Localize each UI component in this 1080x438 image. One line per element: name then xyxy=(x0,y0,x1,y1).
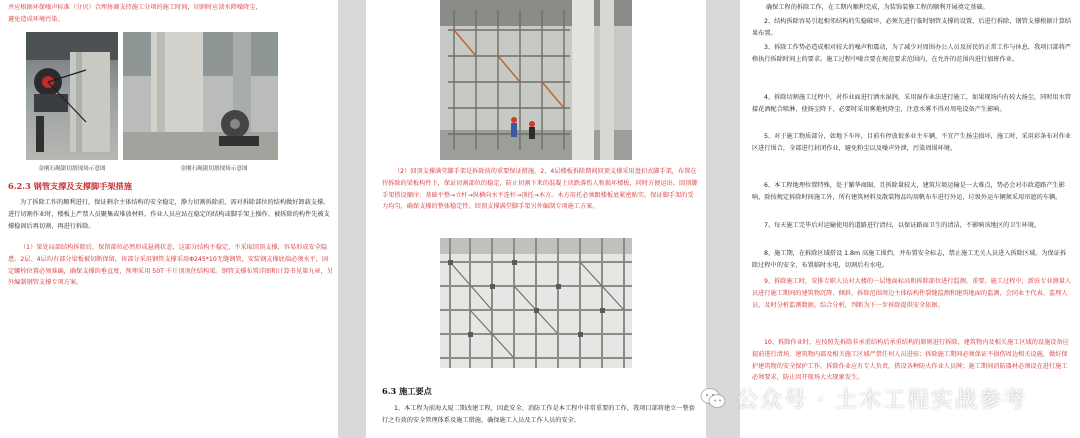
item-3: 3、拆除工作势必造成相对较大的噪声和震动，为了减少对周围办公人员及居民的正常工作与休息，我项目部将严格执行拆除时间上的要求。施工过程中噪音要在规范要求范围内，在允许的范围内进行加班作业。 xyxy=(752,44,1072,63)
scaffold-photo-bottom xyxy=(440,238,632,368)
item-7: 7、每天施工完毕后对运输使用的道路进行清扫，以保证路面卫生的清洁，不影响该地区的卫生环境。 xyxy=(764,222,1041,229)
photo-caption-right: 金刚石绳锯切割现场示意图 xyxy=(180,166,248,172)
section-heading-6-2-3: 6.2.3 钢管支撑及支撑脚手架措施 xyxy=(8,181,132,191)
paragraph-steel-pipe-support: （1）梁处局部结构拆除后，保留部位必然形成悬挑状态，这部分结构不稳定，不采取回顶支撑，容易形成安全隐患。2层、4层均有部分梁板被切断保留，该部分采用钢管支撑采用Φ245*10无缝钢管，安装钢支撑底端必须水平，固定螺栓位置必须准确，确保支撑的垂直度，预埋采用 50T 千斤顶顶住结构梁。钢管支撑布置详图和计算书见第九章，另外编制钢管支撑专项方案。 xyxy=(8,244,333,287)
paragraph-construction-point-1: 1、本工程为前海大厦二期改建工程，因此安全、消防工作是本工程中非常重要的工作，我项目部将建立一整套行之有效的安全管理体系及施工措施，确保施工人员及工作人员的安全。 xyxy=(382,405,695,424)
section-heading-6-3: 6.3 施工要点 xyxy=(382,386,432,396)
watermark-text: 公众号 · 土木工程实战参考 xyxy=(736,387,1027,413)
page-2 xyxy=(366,0,706,438)
lead-line: 确保工程的拆除工作，在工期内顺利完成，为装饰装修工程的顺利开展奠定基础。 xyxy=(766,4,989,11)
lead-line-2: 避免造成环境污染。 xyxy=(8,16,64,23)
item-5: 5、对于施工物质部分，如地下车库，目前有停放很多业主车辆，不宜产生扬尘损坏，施工时，采用彩条布对作业区进行围合，全部进行封闭作业，避免粉尘以及噪声外泄，污染周围环境。 xyxy=(752,133,1072,152)
paragraph-unloading-support: 为了拆除工作的顺利进行，保证剩余主体结构的安全稳定，静力切割拆除前，需对拆除部位的结构做好卸载支撑。进行切割作业时，楼板上严禁人员聚集或堆放材料，作业人员应站在稳定的结构或脚手架上操作。被拆除的构件先被支撑稳固后再切割，再进行拆除。 xyxy=(8,199,330,230)
page-1 xyxy=(0,0,338,438)
account-watermark xyxy=(700,378,1072,418)
item-4: 4、拆除切割施工过程中，对作业面进行洒水湿润，采用湿作业法进行施工，如果现场内有较大扬尘，同时用水管接花洒配合喷淋，使扬尘降下，必要时采用雾炮机降尘，注意水雾不得对周电设备产生影响。 xyxy=(752,94,1072,113)
item-6: 6、本工程地理位置特殊，处于繁华商圈，且拆除量较大，建筑垃圾运输是一大难点，势必会对市政道路产生影响，除按规定拆除时间施工外，所有建筑材料及散装物品均用帆布车进行外运，垃圾外运车辆须采用帘遮的车辆。 xyxy=(752,182,1065,201)
wire-saw-photo-right xyxy=(123,32,278,160)
paragraph-full-scaffold: （2）回顶支撑满堂脚手架是拆除前的重要保证措施，2、4层楼板拆除期间回顶支撑采用盘扣式脚手架，布置在待拆除的梁板构件下，保证切割部位的稳定，防止切割下来的混凝土块跌落伤人和损坏楼板，同时方便运出。回顶脚手架搭设顺序：基础平整→立杆→纵横向水平连杆→顶托→木方。木方用托必须跟楼板底紧密贴实，保证脚手架的受力均匀，确保支撑的整体稳定性。回顶支撑满堂脚手架另外编制专项施工方案。 xyxy=(382,168,698,211)
lead-line-1: 并应根据环保噪声标准（分贝）合理协调支持施工分项的施工时间，切割时应淡水降噪降尘， xyxy=(8,4,262,11)
scaffold-photo-top xyxy=(440,0,632,160)
item-8: 8、施工期，在拆除区域搭设 1.8m 高施工围挡，并布置安全标志，禁止施工无关人员进入拆除区域。为保证拆除过程中的安全，布置临时水电，切割后有水电。 xyxy=(752,250,1067,269)
item-2: 2、结构拆除容易引起相邻结构的失稳破坏，必须先进行临时钢管支撑的设置，后进行拆除，钢管支撑根据计算结果布置。 xyxy=(752,18,1072,37)
item-10: 10、拆除作业时，应按照先拆除非承重结构后承重结构的原则进行拆除，建筑物内及相关施工区域的设施设备应提前进行清场，建筑物内部及相关施工区域严禁任何人员进驻；拆除施工期间必须保证不损伤周边相关设施，做好保护建筑物的安全保护工作。拆除作业应有专人负责，搭设各种防火作业人员牌；施工期间消防器材必须设在进行施工必须要求，防止因开现场大火现象发生。 xyxy=(752,339,1069,382)
wechat-icon xyxy=(700,387,726,409)
wire-saw-photo-left xyxy=(26,32,118,160)
item-9: 9、拆除施工时，安排专职人员对大楼的一层地面标高和拆除部位进行监测，重要。施工过程中，派驻专业测量人员进行施工期间的建筑物沉降、倾斜，拆除范围周边主体结构件裂缝监测和建筑地面的监测，会同业主代表、监理人员，及时分析监测数据，综合分析，判断为下一步拆除提供安全依据。 xyxy=(752,278,1072,309)
photo-caption-left: 金刚石绳锯切割现场示意图 xyxy=(38,166,106,172)
page-3 xyxy=(740,0,1080,438)
